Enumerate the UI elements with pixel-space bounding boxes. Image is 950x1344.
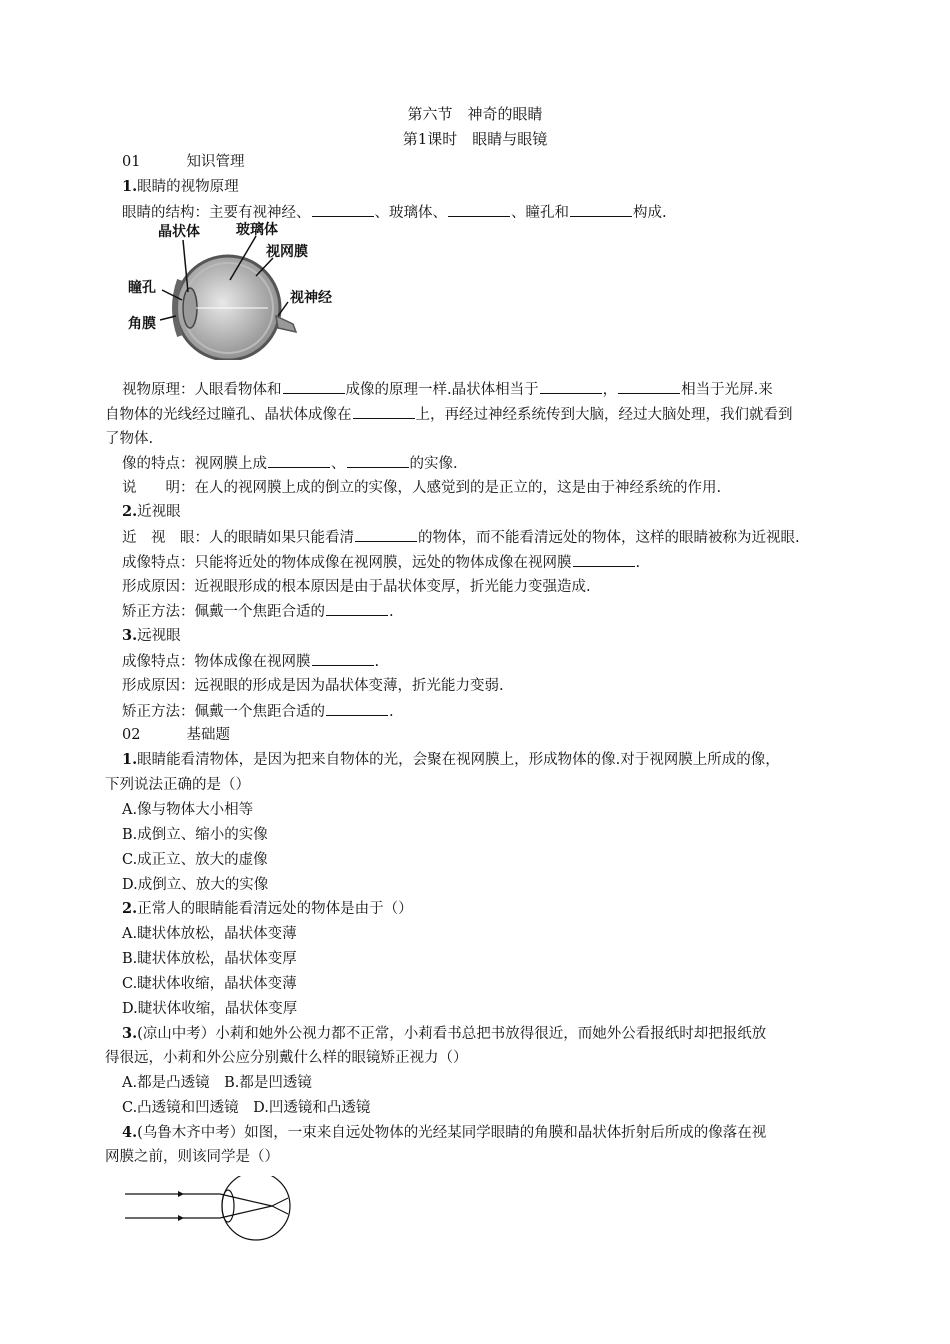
q1-option-a[interactable]: A.像与物体大小相等 <box>122 802 254 818</box>
k3-heading: 3.远视眼 <box>122 627 181 644</box>
q4-stem-line1: 4.(乌鲁木齐中考）如图，一束来自远处物体的光经某同学眼睛的角膜和晶状体折射后所成的像落在视 <box>122 1124 767 1141</box>
label-cornea: 角膜 <box>128 316 156 332</box>
answer-blank[interactable] <box>312 651 374 666</box>
k1-note: 说 明：在人的视网膜上成的倒立的实像，人感觉到的是正立的，这是由于神经系统的作用. <box>122 480 722 496</box>
q3-options-row1[interactable]: A.都是凸透镜 B.都是凹透镜 <box>122 1075 312 1091</box>
k3-cause: 形成原因：远视眼的形成是因为晶状体变薄，折光能力变弱. <box>122 678 504 694</box>
answer-blank[interactable] <box>573 552 635 567</box>
q1-stem-line1: 1.眼睛能看清物体，是因为把来自物体的光，会聚在视网膜上，形成物体的像.对于视网膜上所成的像， <box>122 751 780 768</box>
q1-option-d[interactable]: D.成倒立、放大的实像 <box>122 877 269 893</box>
q1-option-b[interactable]: B.成倒立、缩小的实像 <box>122 827 268 843</box>
q2-option-d[interactable]: D.睫状体收缩，晶状体变厚 <box>122 1001 298 1017</box>
answer-blank[interactable] <box>347 453 409 468</box>
label-retina: 视网膜 <box>266 244 308 260</box>
k1-structure: 眼睛的结构：主要有视神经、 、玻璃体、 、瞳孔和 构成. <box>122 202 667 223</box>
section-title: 第六节 神奇的眼睛 <box>407 105 543 123</box>
k1-image-feature: 像的特点：视网膜上成 、 的实像. <box>122 453 458 474</box>
optic-nerve-shape <box>276 316 296 332</box>
q3-stem-line1: 3.(凉山中考）小莉和她外公视力都不正常，小莉看书总把书放得很近，而她外公看报纸时却把报纸放 <box>122 1025 767 1042</box>
k3-correction: 矫正方法：佩戴一个焦距合适的 . <box>122 701 394 722</box>
q4-eye-ray-diagram <box>120 1176 310 1246</box>
answer-blank[interactable] <box>355 527 417 542</box>
answer-blank[interactable] <box>326 701 388 716</box>
k2-cause: 形成原因：近视眼形成的根本原因是由于晶状体变厚，折光能力变强造成. <box>122 579 591 595</box>
q2-option-a[interactable]: A.睫状体放松，晶状体变薄 <box>122 926 297 942</box>
k2-definition: 近 视 眼：人的眼睛如果只能看清 的物体，而不能看清远处的物体，这样的眼睛被称为近视眼. <box>122 527 800 548</box>
k1-principle-line1: 视物原理：人眼看物体和 成像的原理一样.晶状体相当于 ， 相当于光屏.来 <box>122 379 773 400</box>
label-vitreous: 玻璃体 <box>236 222 278 238</box>
q4-stem-line2: 网膜之前，则该同学是（） <box>105 1149 279 1165</box>
q2-option-c[interactable]: C.睫状体收缩，晶状体变薄 <box>122 976 297 992</box>
k2-heading: 2.近视眼 <box>122 503 181 520</box>
q3-options-row2[interactable]: C.凸透镜和凹透镜 D.凹透镜和凸透镜 <box>122 1100 371 1116</box>
label-lens: 晶状体 <box>158 224 200 240</box>
k3-feature: 成像特点：物体成像在视网膜 . <box>122 651 379 672</box>
answer-blank[interactable] <box>326 601 388 616</box>
q3-stem-line2: 得很远，小莉和外公应分别戴什么样的眼镜矫正视力（） <box>105 1050 468 1066</box>
k1-principle-line3: 了物体. <box>105 431 154 447</box>
k1-heading: 1.眼睛的视物原理 <box>122 178 239 195</box>
answer-blank[interactable] <box>570 202 632 217</box>
eyeball-outline <box>222 1176 290 1240</box>
answer-blank[interactable] <box>618 379 680 394</box>
eye-structure-diagram <box>118 220 368 360</box>
q1-stem-line2: 下列说法正确的是（） <box>105 777 250 793</box>
answer-blank[interactable] <box>540 379 602 394</box>
part1-heading: 01 知识管理 <box>122 154 245 170</box>
answer-blank[interactable] <box>353 404 415 419</box>
lens-shape <box>183 288 197 328</box>
q2-stem: 2.正常人的眼睛能看清远处的物体是由于（） <box>122 900 413 917</box>
part2-heading: 02 基础题 <box>122 727 230 743</box>
answer-blank[interactable] <box>268 453 330 468</box>
answer-blank[interactable] <box>312 202 374 217</box>
k1-principle-line2: 自物体的光线经过瞳孔、晶状体成像在 上，再经过神经系统传到大脑，经过大脑处理，我们就看到 <box>105 404 793 425</box>
k2-correction: 矫正方法：佩戴一个焦距合适的 . <box>122 601 394 622</box>
answer-blank[interactable] <box>283 379 345 394</box>
label-pupil: 瞳孔 <box>128 280 156 296</box>
label-optic-nerve: 视神经 <box>290 290 332 306</box>
q1-option-c[interactable]: C.成正立、放大的虚像 <box>122 852 268 868</box>
lesson-title: 第1课时 眼睛与眼镜 <box>402 130 548 148</box>
k2-feature: 成像特点：只能将近处的物体成像在视网膜，远处的物体成像在视网膜 . <box>122 552 640 573</box>
answer-blank[interactable] <box>448 202 510 217</box>
q2-option-b[interactable]: B.睫状体放松，晶状体变厚 <box>122 951 297 967</box>
